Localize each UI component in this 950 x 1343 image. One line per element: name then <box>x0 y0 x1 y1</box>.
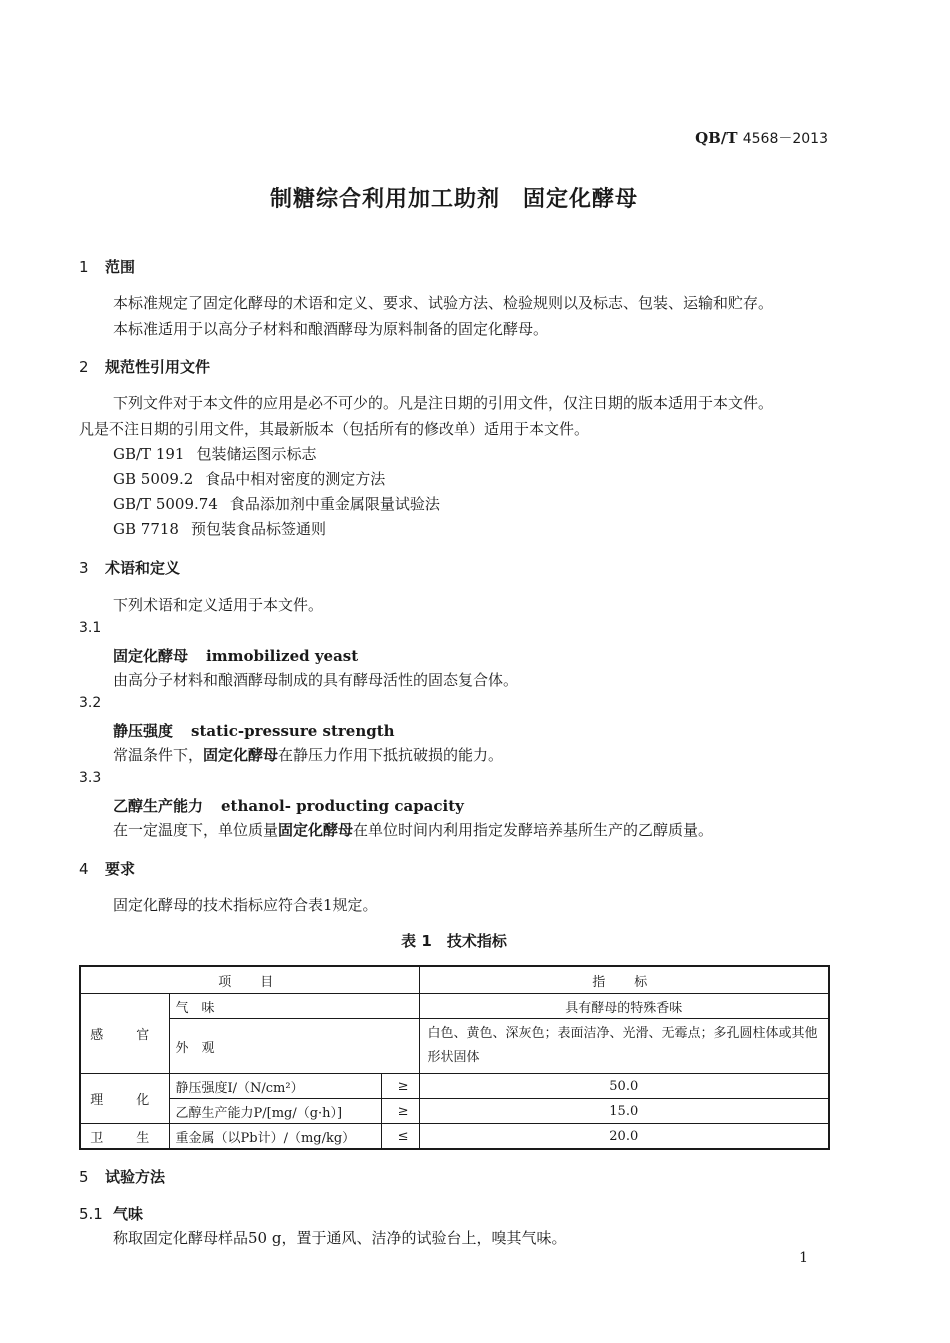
section-title: 范围 <box>105 258 136 276</box>
paragraph: 凡是不注日期的引用文件，其最新版本（包括所有的修改单）适用于本文件。 <box>79 420 590 438</box>
reference-code: GB/T 5009.74 <box>113 495 218 513</box>
section-title: 术语和定义 <box>105 559 181 577</box>
table-row <box>80 1124 829 1150</box>
reference-name: 食品添加剂中重金属限量试验法 <box>229 495 440 513</box>
reference-item <box>113 493 440 514</box>
term-heading <box>113 795 464 816</box>
paragraph: 下列文件对于本文件的应用是必不可少的。凡是注日期的引用文件，仅注日期的版本适用于本文件。 <box>113 394 774 412</box>
definition-term-ref: 固定化酵母 <box>203 746 279 764</box>
subsection-title: 气味 <box>113 1205 144 1223</box>
definition-term-ref: 固定化酵母 <box>278 821 354 839</box>
term-number: 3.2 <box>79 695 102 711</box>
term-en: static-pressure strength <box>191 722 395 740</box>
table-row <box>80 1074 829 1099</box>
section-number: 4 <box>79 860 89 878</box>
comparison-sign: ≤ <box>381 1124 419 1150</box>
reference-code: GB 5009.2 <box>113 470 194 488</box>
value-odor: 具有酵母的特殊香味 <box>419 994 829 1019</box>
term-definition <box>113 744 503 765</box>
item-static-pressure: 静压强度I/（N/cm²） <box>169 1074 381 1099</box>
section-1-heading <box>79 256 135 277</box>
section-number: 3 <box>79 559 89 577</box>
document-title: 制糖综合利用加工助剂 固定化酵母 <box>269 187 638 212</box>
technical-indicators-table <box>79 965 830 1150</box>
subsection-5-1-heading <box>79 1203 143 1224</box>
item-ethanol-capacity: 乙醇生产能力P/[mg/（g·h）] <box>169 1099 381 1124</box>
category-physicochemical: 理 化 <box>80 1074 169 1124</box>
table-header-row <box>80 966 829 994</box>
section-3-heading <box>79 557 180 578</box>
paragraph: 固定化酵母的技术指标应符合表1规定。 <box>113 896 378 914</box>
paragraph: 本标准适用于以高分子材料和酿酒酵母为原料制备的固定化酵母。 <box>113 320 549 338</box>
value-ethanol-capacity: 15.0 <box>419 1099 829 1124</box>
term-heading <box>113 645 358 666</box>
reference-name: 食品中相对密度的测定方法 <box>205 470 386 488</box>
definition-text: 在一定温度下，单位质量 <box>113 821 279 839</box>
value-appearance: 白色、黄色、深灰色；表面洁净、光滑、无霉点；多孔圆柱体或其他形状固体 <box>419 1019 829 1074</box>
reference-item <box>113 443 316 464</box>
reference-name: 预包装食品标签通则 <box>190 520 326 538</box>
section-number: 1 <box>79 258 89 276</box>
table-row <box>80 1099 829 1124</box>
value-heavy-metal: 20.0 <box>419 1124 829 1150</box>
table-header-item: 项 目 <box>80 966 419 994</box>
definition-text: 在单位时间内利用指定发酵培养基所生产的乙醇质量。 <box>353 821 714 839</box>
table-caption: 表 1 技术指标 <box>401 932 507 950</box>
section-title: 规范性引用文件 <box>105 358 211 376</box>
term-cn: 静压强度 <box>113 722 174 740</box>
item-odor: 气 味 <box>169 994 419 1019</box>
table-header-index: 指 标 <box>419 966 829 994</box>
value-static-pressure: 50.0 <box>419 1074 829 1099</box>
reference-item <box>113 468 385 489</box>
term-definition <box>113 819 713 840</box>
definition-text: 常温条件下， <box>113 746 204 764</box>
section-2-heading <box>79 356 210 377</box>
term-cn: 乙醇生产能力 <box>113 797 204 815</box>
category-sensory: 感 官 <box>80 994 169 1074</box>
term-cn: 固定化酵母 <box>113 647 189 665</box>
table-row <box>80 994 829 1019</box>
page-number: 1 <box>799 1250 808 1266</box>
section-5-heading <box>79 1166 165 1187</box>
section-number: 2 <box>79 358 89 376</box>
term-en: immobilized yeast <box>206 647 359 665</box>
comparison-sign: ≥ <box>381 1074 419 1099</box>
section-4-heading <box>79 858 135 879</box>
category-hygiene: 卫 生 <box>80 1124 169 1150</box>
standard-year: 4568－2013 <box>742 131 828 147</box>
term-number: 3.1 <box>79 620 102 636</box>
table-row <box>80 1019 829 1074</box>
reference-code: GB/T 191 <box>113 445 185 463</box>
paragraph: 本标准规定了固定化酵母的术语和定义、要求、试验方法、检验规则以及标志、包装、运输和贮存。 <box>113 294 774 312</box>
item-appearance: 外 观 <box>169 1019 419 1074</box>
term-heading <box>113 720 395 741</box>
section-title: 试验方法 <box>105 1168 166 1186</box>
reference-item <box>113 518 326 539</box>
reference-code: GB 7718 <box>113 520 179 538</box>
standard-number <box>695 128 828 148</box>
term-number: 3.3 <box>79 770 102 786</box>
paragraph: 称取固定化酵母样品50 g，置于通风、洁净的试验台上，嗅其气味。 <box>113 1229 567 1247</box>
definition-text: 在静压力作用下抵抗破损的能力。 <box>278 746 504 764</box>
reference-name: 包装储运图示标志 <box>196 445 317 463</box>
term-en: ethanol- producting capacity <box>221 797 464 815</box>
term-definition: 由高分子材料和酿酒酵母制成的具有酵母活性的固态复合体。 <box>113 671 519 689</box>
section-title: 要求 <box>105 860 136 878</box>
standard-code: QB/T <box>695 129 738 147</box>
subsection-number: 5.1 <box>79 1205 103 1223</box>
paragraph: 下列术语和定义适用于本文件。 <box>113 596 324 614</box>
comparison-sign: ≥ <box>381 1099 419 1124</box>
section-number: 5 <box>79 1168 89 1186</box>
item-heavy-metal: 重金属（以Pb计）/（mg/kg） <box>169 1124 381 1150</box>
